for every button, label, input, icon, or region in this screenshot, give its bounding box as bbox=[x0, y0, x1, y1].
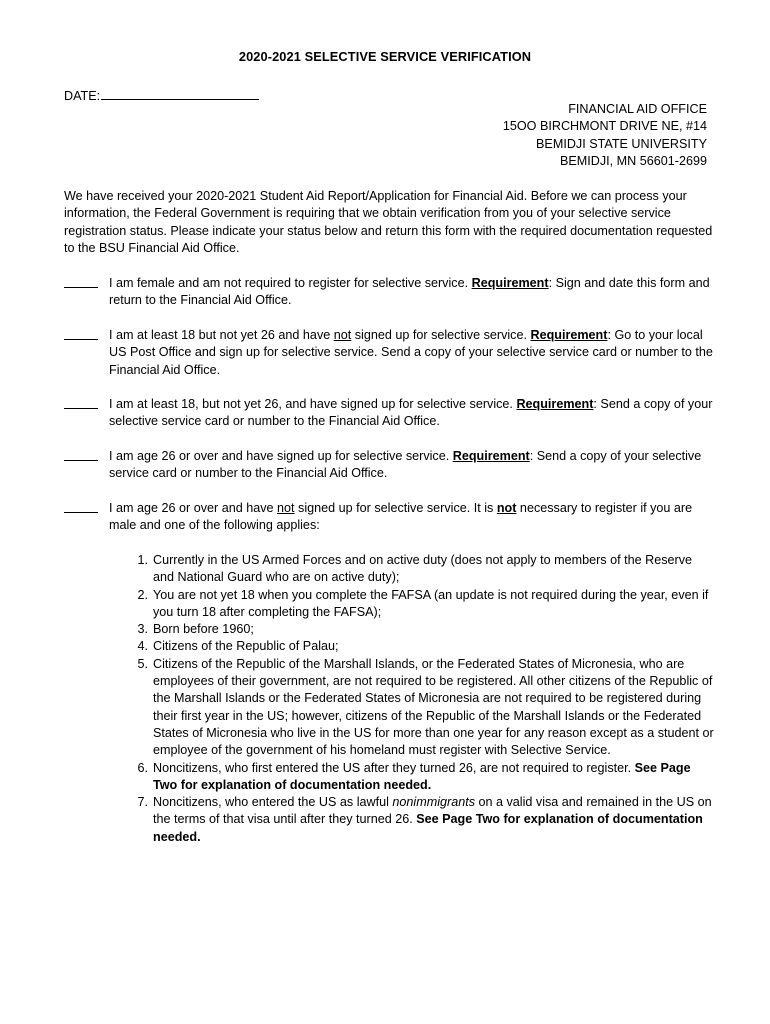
status-option-text bbox=[109, 275, 714, 310]
exemption-list bbox=[128, 552, 714, 846]
status-option-5 bbox=[64, 500, 714, 535]
list-item-text: You are not yet 18 when you complete the FAFSA (an update is not required during the year, even if you turn 18 after completing the FAFSA); bbox=[153, 587, 709, 619]
status-option-4 bbox=[64, 448, 714, 483]
option-text-part: : Send a copy of your selective service card or number to the Financial Aid Office. bbox=[109, 449, 702, 481]
status-option-3 bbox=[64, 396, 714, 431]
list-number: 2. bbox=[137, 587, 148, 602]
requirement-label: Requirement bbox=[530, 328, 608, 342]
status-option-text bbox=[109, 500, 714, 535]
emphasis-not: not bbox=[333, 328, 352, 342]
status-checkbox-line[interactable] bbox=[64, 275, 98, 288]
list-number: 1. bbox=[137, 553, 148, 567]
list-item bbox=[128, 552, 714, 587]
italic-term: nonimmigrants bbox=[392, 795, 475, 810]
list-item bbox=[128, 794, 714, 846]
option-text-part: : Send a copy of your selective service card or number to the Financial Aid Office. bbox=[109, 397, 713, 429]
office-address bbox=[503, 101, 707, 170]
address-line-2: 15OO BIRCHMONT DRIVE NE, #14 bbox=[502, 119, 707, 134]
status-checkbox-line[interactable] bbox=[64, 500, 98, 513]
list-item-text: Citizens of the Republic of the Marshall Islands, or the Federated States of Micronesia, who are employees of their government, are not required to be registered. All other citizens of the Republic of the Marshall Islands or the Federated States of Micronesia are not required to be registered during their first year in the US; however, citizens of the Republic of the Marshall Islands or the Federated States of Micronesia who live in the US for more than one year for any reason except as a student or employee of the government of his homeland must register with Selective Service. bbox=[153, 656, 714, 758]
status-checkbox-line[interactable] bbox=[64, 327, 98, 340]
requirement-label: Requirement bbox=[516, 397, 594, 411]
emphasis-not: not bbox=[277, 501, 295, 515]
list-number: 7. bbox=[137, 795, 148, 810]
option-text-part: I am at least 18, but not yet 26, and have signed up for selective service. bbox=[109, 397, 517, 411]
date-blank-line[interactable] bbox=[101, 86, 259, 100]
requirement-label: Requirement bbox=[452, 449, 530, 463]
option-text-part: I am at least 18 but not yet 26 and have bbox=[109, 328, 334, 342]
option-text-part: I am female and am not required to register for selective service. bbox=[109, 276, 472, 290]
list-item-text: Currently in the US Armed Forces and on active duty (does not apply to members of the Reserve and National Guard who are on active duty); bbox=[153, 553, 692, 585]
address-line-1: FINANCIAL AID OFFICE bbox=[568, 102, 707, 116]
list-item bbox=[128, 638, 714, 655]
status-option-2 bbox=[64, 327, 714, 379]
list-number: 3. bbox=[137, 622, 148, 637]
status-checkbox-line[interactable] bbox=[64, 396, 98, 409]
documentation-note: See Page Two for explanation of documentation needed. bbox=[153, 760, 691, 792]
date-field bbox=[64, 86, 259, 105]
intro-paragraph: We have received your 2020-2021 Student Aid Report/Application for Financial Aid. Before we can process your information, the Federal Government is requiring that we obtain verification from you of your selective service registration status. Please indicate your status below and return this form with the required documentation requested to the BSU Financial Aid Office. bbox=[64, 189, 713, 255]
list-item-text: Noncitizens, who entered the US as lawful bbox=[153, 795, 393, 810]
address-line-3: BEMIDJI STATE UNIVERSITY bbox=[536, 136, 707, 151]
status-option-text bbox=[109, 396, 714, 431]
option-text-part: : Sign and date this form and return to the Financial Aid Office. bbox=[109, 276, 710, 308]
status-option-1 bbox=[64, 275, 714, 310]
address-line-4: BEMIDJI, MN 56601-2699 bbox=[560, 153, 707, 168]
list-item-text: Noncitizens, who first entered the US after they turned 26, are not required to register. bbox=[153, 760, 635, 775]
status-option-text bbox=[109, 448, 714, 483]
option-text-part: : Go to your local US Post Office and sign up for selective service. Send a copy of your selective service card or number to the Financial Aid Office. bbox=[109, 328, 713, 377]
list-number: 5. bbox=[137, 656, 148, 671]
option-text-part: signed up for selective service. bbox=[351, 328, 531, 342]
list-item-text: on a valid visa and remained in the US on the terms of that visa until after they turned 26. bbox=[153, 795, 712, 827]
list-item bbox=[128, 656, 714, 760]
documentation-note: See Page Two for explanation of documentation needed. bbox=[153, 812, 703, 844]
option-text-part: necessary to register if you are male and one of the following applies: bbox=[109, 501, 693, 533]
status-option-text bbox=[109, 327, 714, 379]
requirement-label: Requirement bbox=[471, 276, 549, 290]
emphasis-not-bold: not bbox=[496, 501, 517, 515]
list-number: 4. bbox=[137, 639, 148, 654]
list-item-text: Born before 1960; bbox=[153, 622, 254, 637]
list-item bbox=[128, 587, 714, 622]
date-label: DATE: bbox=[64, 89, 101, 103]
list-item-text: Citizens of the Republic of Palau; bbox=[153, 639, 339, 654]
option-text-part: I am age 26 or over and have bbox=[109, 501, 278, 515]
list-number: 6. bbox=[137, 760, 148, 775]
option-text-part: signed up for selective service. It is bbox=[294, 501, 497, 515]
list-item bbox=[128, 621, 714, 638]
option-text-part: I am age 26 or over and have signed up for selective service. bbox=[109, 449, 453, 463]
list-item bbox=[128, 760, 714, 795]
document-title: 2020-2021 SELECTIVE SERVICE VERIFICATION bbox=[238, 49, 532, 64]
status-checkbox-line[interactable] bbox=[64, 448, 98, 461]
